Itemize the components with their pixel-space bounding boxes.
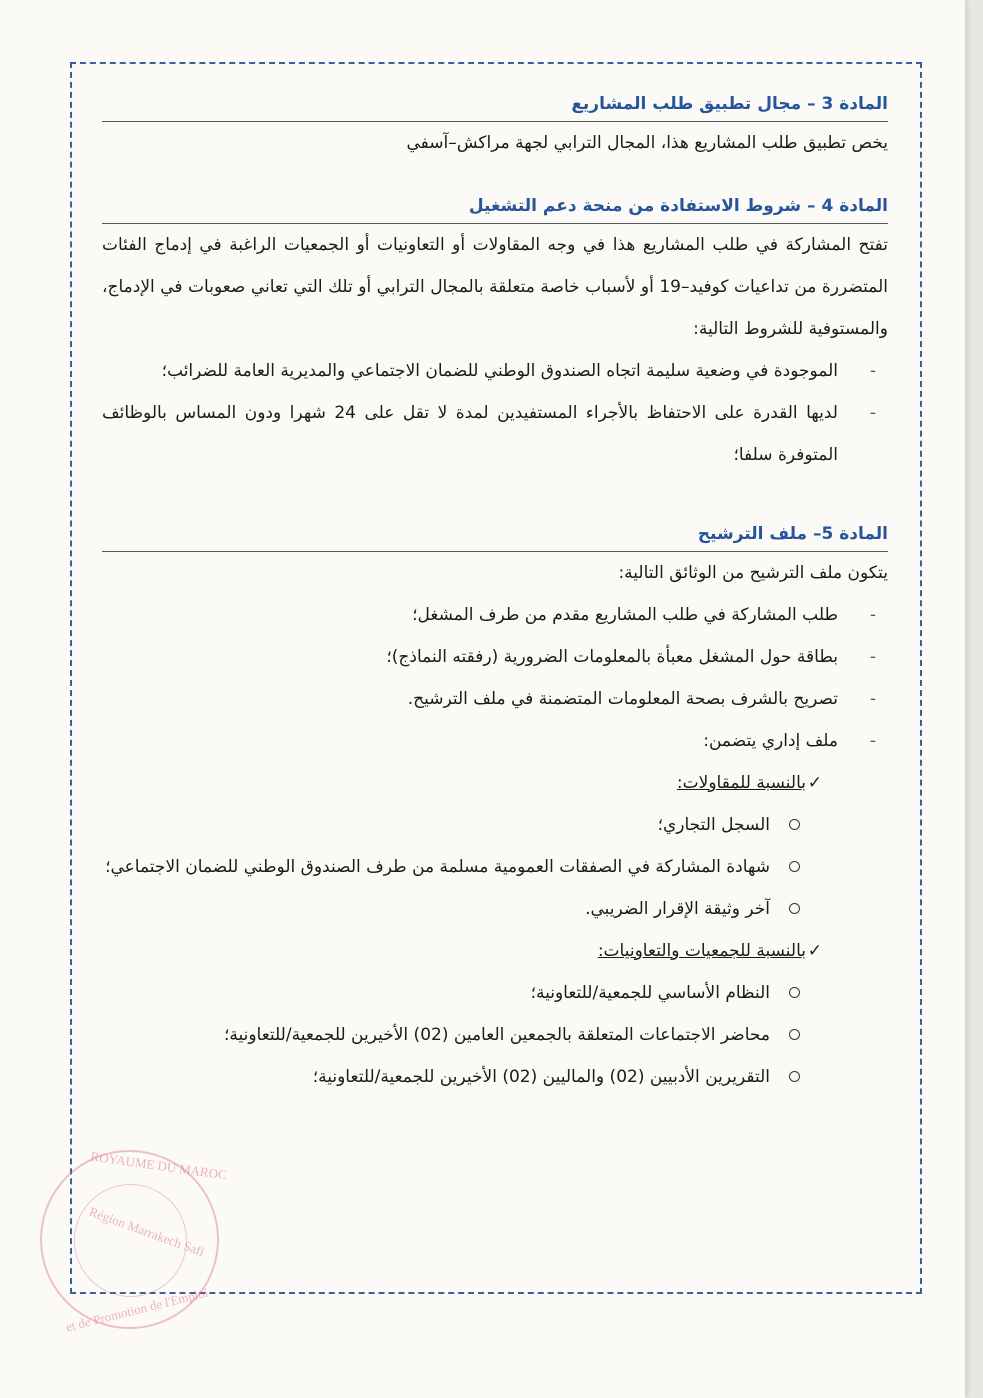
circle-bullet-icon — [789, 861, 800, 872]
condition-item: - الموجودة في وضعية سليمة اتجاه الصندوق الوطني للضمان الاجتماعي والمديرية العامة للضرائب؛ — [161, 361, 876, 381]
enterprise-doc-item: شهادة المشاركة في الصفقات العمومية مسلمة من طرف الصندوق الوطني للضمان الاجتماعي؛ — [102, 846, 888, 888]
stamp-top-text: ROYAUME DU MAROC — [89, 1148, 228, 1183]
article-4-title: المادة 4 – شروط الاستفادة من منحة دعم التشغيل — [102, 192, 888, 224]
document-item: - تصريح بالشرف بصحة المعلومات المتضمنة في ملف الترشيح. — [407, 689, 876, 709]
enterprise-doc-item: السجل التجاري؛ — [102, 804, 888, 846]
enterprise-doc-item: آخر وثيقة الإقرار الضريبي. — [102, 888, 888, 930]
associations-heading: ✓ بالنسبة للجمعيات والتعاونيات: — [102, 930, 888, 972]
association-doc-item: التقريرين الأدبيين (02) والماليين (02) الأخيرين للجمعية/للتعاونية؛ — [102, 1056, 888, 1098]
circle-bullet-icon — [789, 903, 800, 914]
checkmark-icon: ✓ — [807, 941, 822, 961]
document-item: - بطاقة حول المشغل معبأة بالمعلومات الضرورية (رفقته النماذج)؛ — [386, 647, 876, 667]
official-stamp — [40, 1148, 228, 1335]
association-doc-item: النظام الأساسي للجمعية/للتعاونية؛ — [102, 972, 888, 1014]
enterprises-heading: ✓ بالنسبة للمقاولات: — [102, 762, 888, 804]
stamp-center-text: Région Marrakech Safi — [87, 1203, 207, 1260]
document-item: - طلب المشاركة في طلب المشاريع مقدم من طرف المشغل؛ — [412, 605, 876, 625]
association-doc-item: محاضر الاجتماعات المتعلقة بالجمعين العامين (02) الأخيرين للجمعية/للتعاونية؛ — [102, 1014, 888, 1056]
stamp-bottom-text: et de Promotion de l'Emploi — [64, 1284, 210, 1335]
article-4-text: تفتح المشاركة في طلب المشاريع هذا في وجه المقاولات أو التعاونيات أو الجمعيات الراغبة في إدماج الفئات المتضررة من تداعيات كوفيد–19 أو لأسباب خاصة متعلقة بالمجال الترابي أو تلك التي تعاني صعوبات في الإدماج، والمستوفية للشروط التالية: — [102, 235, 888, 339]
article-5-intro: يتكون ملف الترشيح من الوثائق التالية: — [618, 563, 888, 583]
circle-bullet-icon — [789, 1029, 800, 1040]
document-body — [102, 90, 888, 1098]
condition-item: - لديها القدرة على الاحتفاظ بالأجراء المستفيدين لمدة لا تقل على 24 شهرا ودون المساس بالوظائف المتوفرة سلفا؛ — [102, 403, 876, 465]
article-5-title: المادة 5– ملف الترشيح — [102, 520, 888, 552]
checkmark-icon: ✓ — [807, 773, 822, 793]
circle-bullet-icon — [789, 819, 800, 830]
circle-bullet-icon — [789, 1071, 800, 1082]
document-item: - ملف إداري يتضمن: — [703, 731, 876, 751]
circle-bullet-icon — [789, 987, 800, 998]
article-3-title: المادة 3 – مجال تطبيق طلب المشاريع — [102, 90, 888, 122]
article-3-text: يخص تطبيق طلب المشاريع هذا، المجال الترابي لجهة مراكش–آسفي — [406, 133, 888, 153]
